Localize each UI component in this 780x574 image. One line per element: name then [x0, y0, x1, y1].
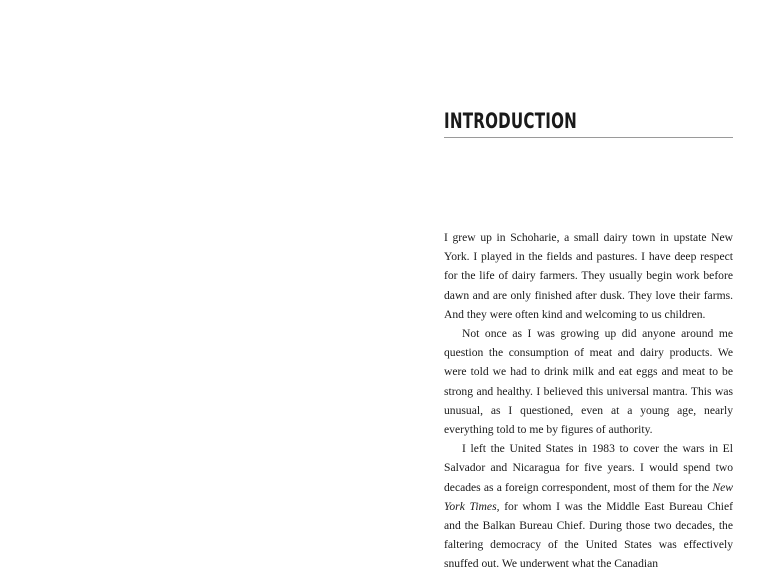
- body-text: [444, 228, 733, 574]
- left-page: [0, 0, 390, 564]
- newspaper-title: New York Times,: [444, 480, 733, 513]
- heading-divider: [444, 137, 733, 138]
- paragraph-1: I grew up in Schoharie, a small dairy town in upstate New York. I played in the fields and pastures. I have deep respect for the life of dairy farmers. They usually begin work before dawn and are only finished after dusk. They love their farms. And they were often kind and welcoming to us children.: [444, 231, 733, 321]
- paragraph-3: [444, 439, 733, 573]
- paragraph-3-text-start: I left the United States in 1983 to cover the wars in El Salvador and Nicaragua for five years. I would spend two decades as a foreign correspondent, most of them for the: [444, 442, 733, 494]
- paragraph-3-text-end: for whom I was the Middle East Bureau Chief and the Balkan Bureau Chief. During those two decades, the faltering democracy of the United States was effectively snuffed out. We underwent what the Canadian: [444, 499, 733, 571]
- paragraph-2: Not once as I was growing up did anyone around me question the consumption of meat and dairy products. We were told we had to drink milk and eat eggs and meat to be strong and healthy. I believed this universal mantra. This was unusual, as I questioned, even at a young age, nearly everything told to me by figures of authority.: [444, 327, 733, 437]
- right-page: [390, 0, 780, 571]
- chapter-title: INTRODUCTION: [444, 109, 578, 133]
